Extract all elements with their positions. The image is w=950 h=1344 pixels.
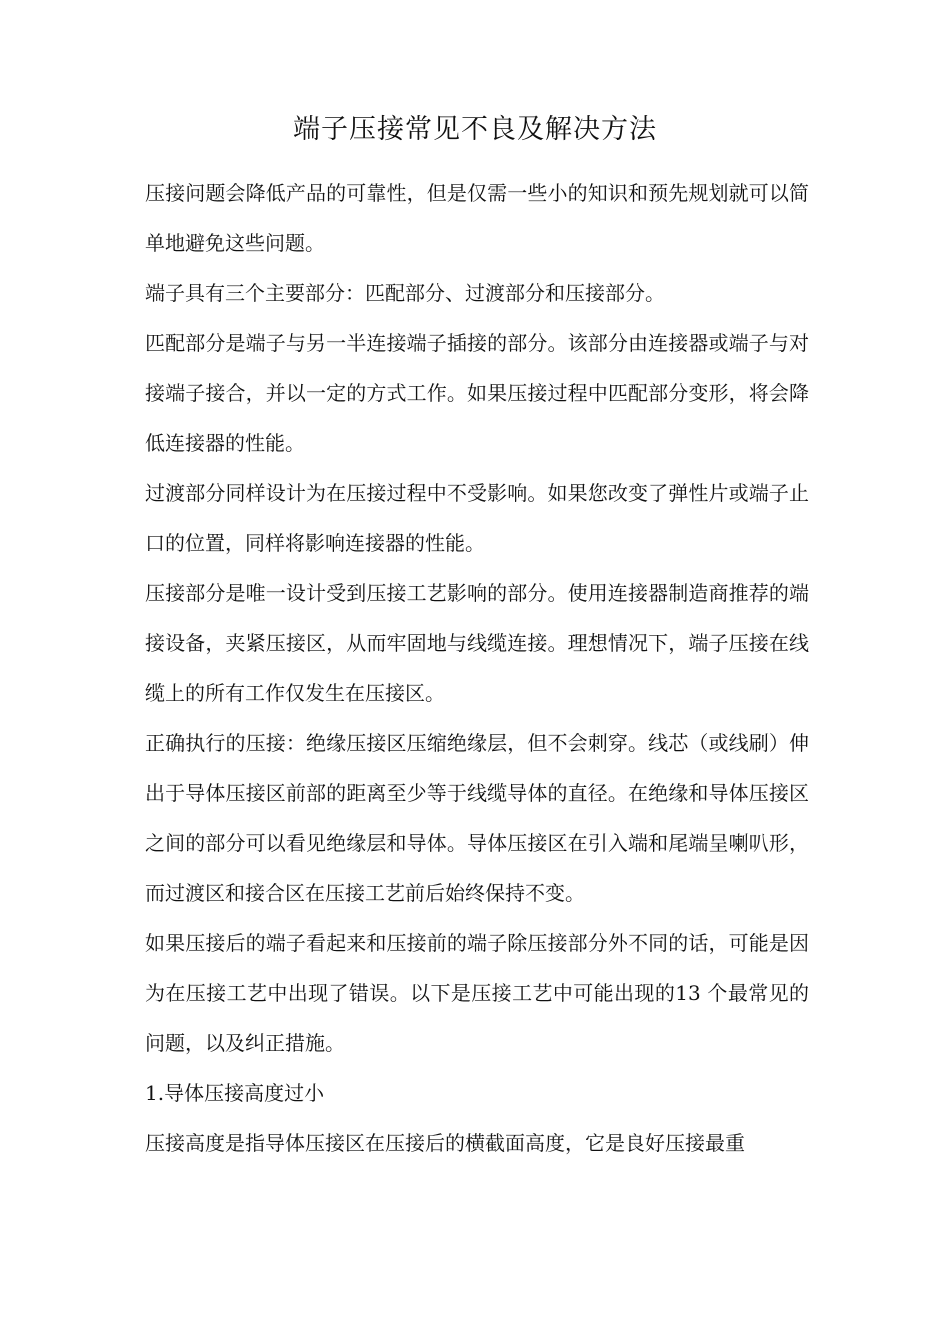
paragraph-mating: 匹配部分是端子与另一半连接端子插接的部分。该部分由连接器或端子与对接端子接合，并以一定的方式工作。如果压接过程中匹配部分变形，将会降低连接器的性能。 [145, 331, 809, 455]
document-title: 端子压接常见不良及解决方法 [293, 114, 657, 145]
document-body [145, 168, 809, 1168]
paragraph-common-problems: 如果压接后的端子看起来和压接前的端子除压接部分外不同的话，可能是因为在压接工艺中出现了错误。以下是压接工艺中可能出现的13 个最常见的问题，以及纠正措施。 [145, 931, 809, 1055]
paragraph-correct-crimp: 正确执行的压接：绝缘压接区压缩绝缘层，但不会刺穿。线芯（或线刷）伸出于导体压接区前部的距离至少等于线缆导体的直径。在绝缘和导体压接区之间的部分可以看见绝缘层和导体。导体压接区在引入端和尾端呈喇叭形，而过渡区和接合区在压接工艺前后始终保持不变。 [145, 731, 809, 905]
paragraph-crimp-section: 压接部分是唯一设计受到压接工艺影响的部分。使用连接器制造商推荐的端接设备，夹紧压接区，从而牢固地与线缆连接。理想情况下，端子压接在线缆上的所有工作仅发生在压接区。 [145, 581, 809, 705]
paragraph-transition: 过渡部分同样设计为在压接过程中不受影响。如果您改变了弹性片或端子止口的位置，同样将影响连接器的性能。 [145, 481, 809, 555]
paragraph-crimp-height: 压接高度是指导体压接区在压接后的横截面高度，它是良好压接最重 [145, 1131, 745, 1155]
paragraph-intro: 压接问题会降低产品的可靠性，但是仅需一些小的知识和预先规划就可以简单地避免这些问题。 [145, 181, 809, 255]
section-heading-1: 1.导体压接高度过小 [145, 1081, 325, 1105]
paragraph-parts: 端子具有三个主要部分：匹配部分、过渡部分和压接部分。 [145, 281, 665, 305]
